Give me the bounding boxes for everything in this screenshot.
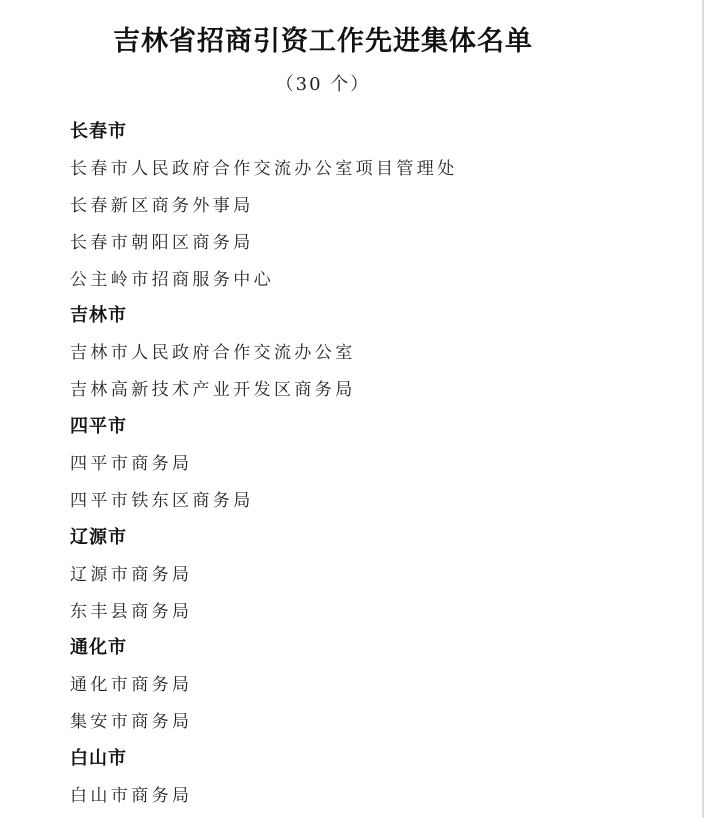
document-subtitle: （30 个）: [275, 74, 371, 95]
list-item: 吉林市人民政府合作交流办公室: [70, 343, 356, 364]
list-item: 四平市铁东区商务局: [70, 490, 254, 511]
award-list: [70, 114, 670, 815]
list-item: 公主岭市招商服务中心: [70, 269, 274, 290]
list-item: 通化市商务局: [70, 675, 193, 696]
list-item: 辽源市商务局: [70, 564, 193, 585]
list-item: 长春市人民政府合作交流办公室项目管理处: [70, 158, 458, 179]
list-item: 集安市商务局: [70, 712, 193, 733]
list-item: 长春新区商务外事局: [70, 195, 254, 216]
city-heading: 通化市: [70, 637, 127, 659]
document-title: 吉林省招商引资工作先进集体名单: [113, 26, 533, 57]
city-heading: 辽源市: [70, 526, 127, 548]
list-item: 东丰县商务局: [70, 601, 193, 622]
city-heading: 四平市: [70, 416, 127, 438]
list-item: 长春市朝阳区商务局: [70, 232, 254, 253]
city-heading: 吉林市: [70, 305, 127, 327]
list-item: 四平市商务局: [70, 454, 193, 475]
list-item: 白山市商务局: [70, 786, 193, 807]
city-heading: 白山市: [70, 748, 127, 770]
city-heading: 长春市: [70, 121, 127, 142]
list-item: 吉林高新技术产业开发区商务局: [70, 380, 356, 401]
